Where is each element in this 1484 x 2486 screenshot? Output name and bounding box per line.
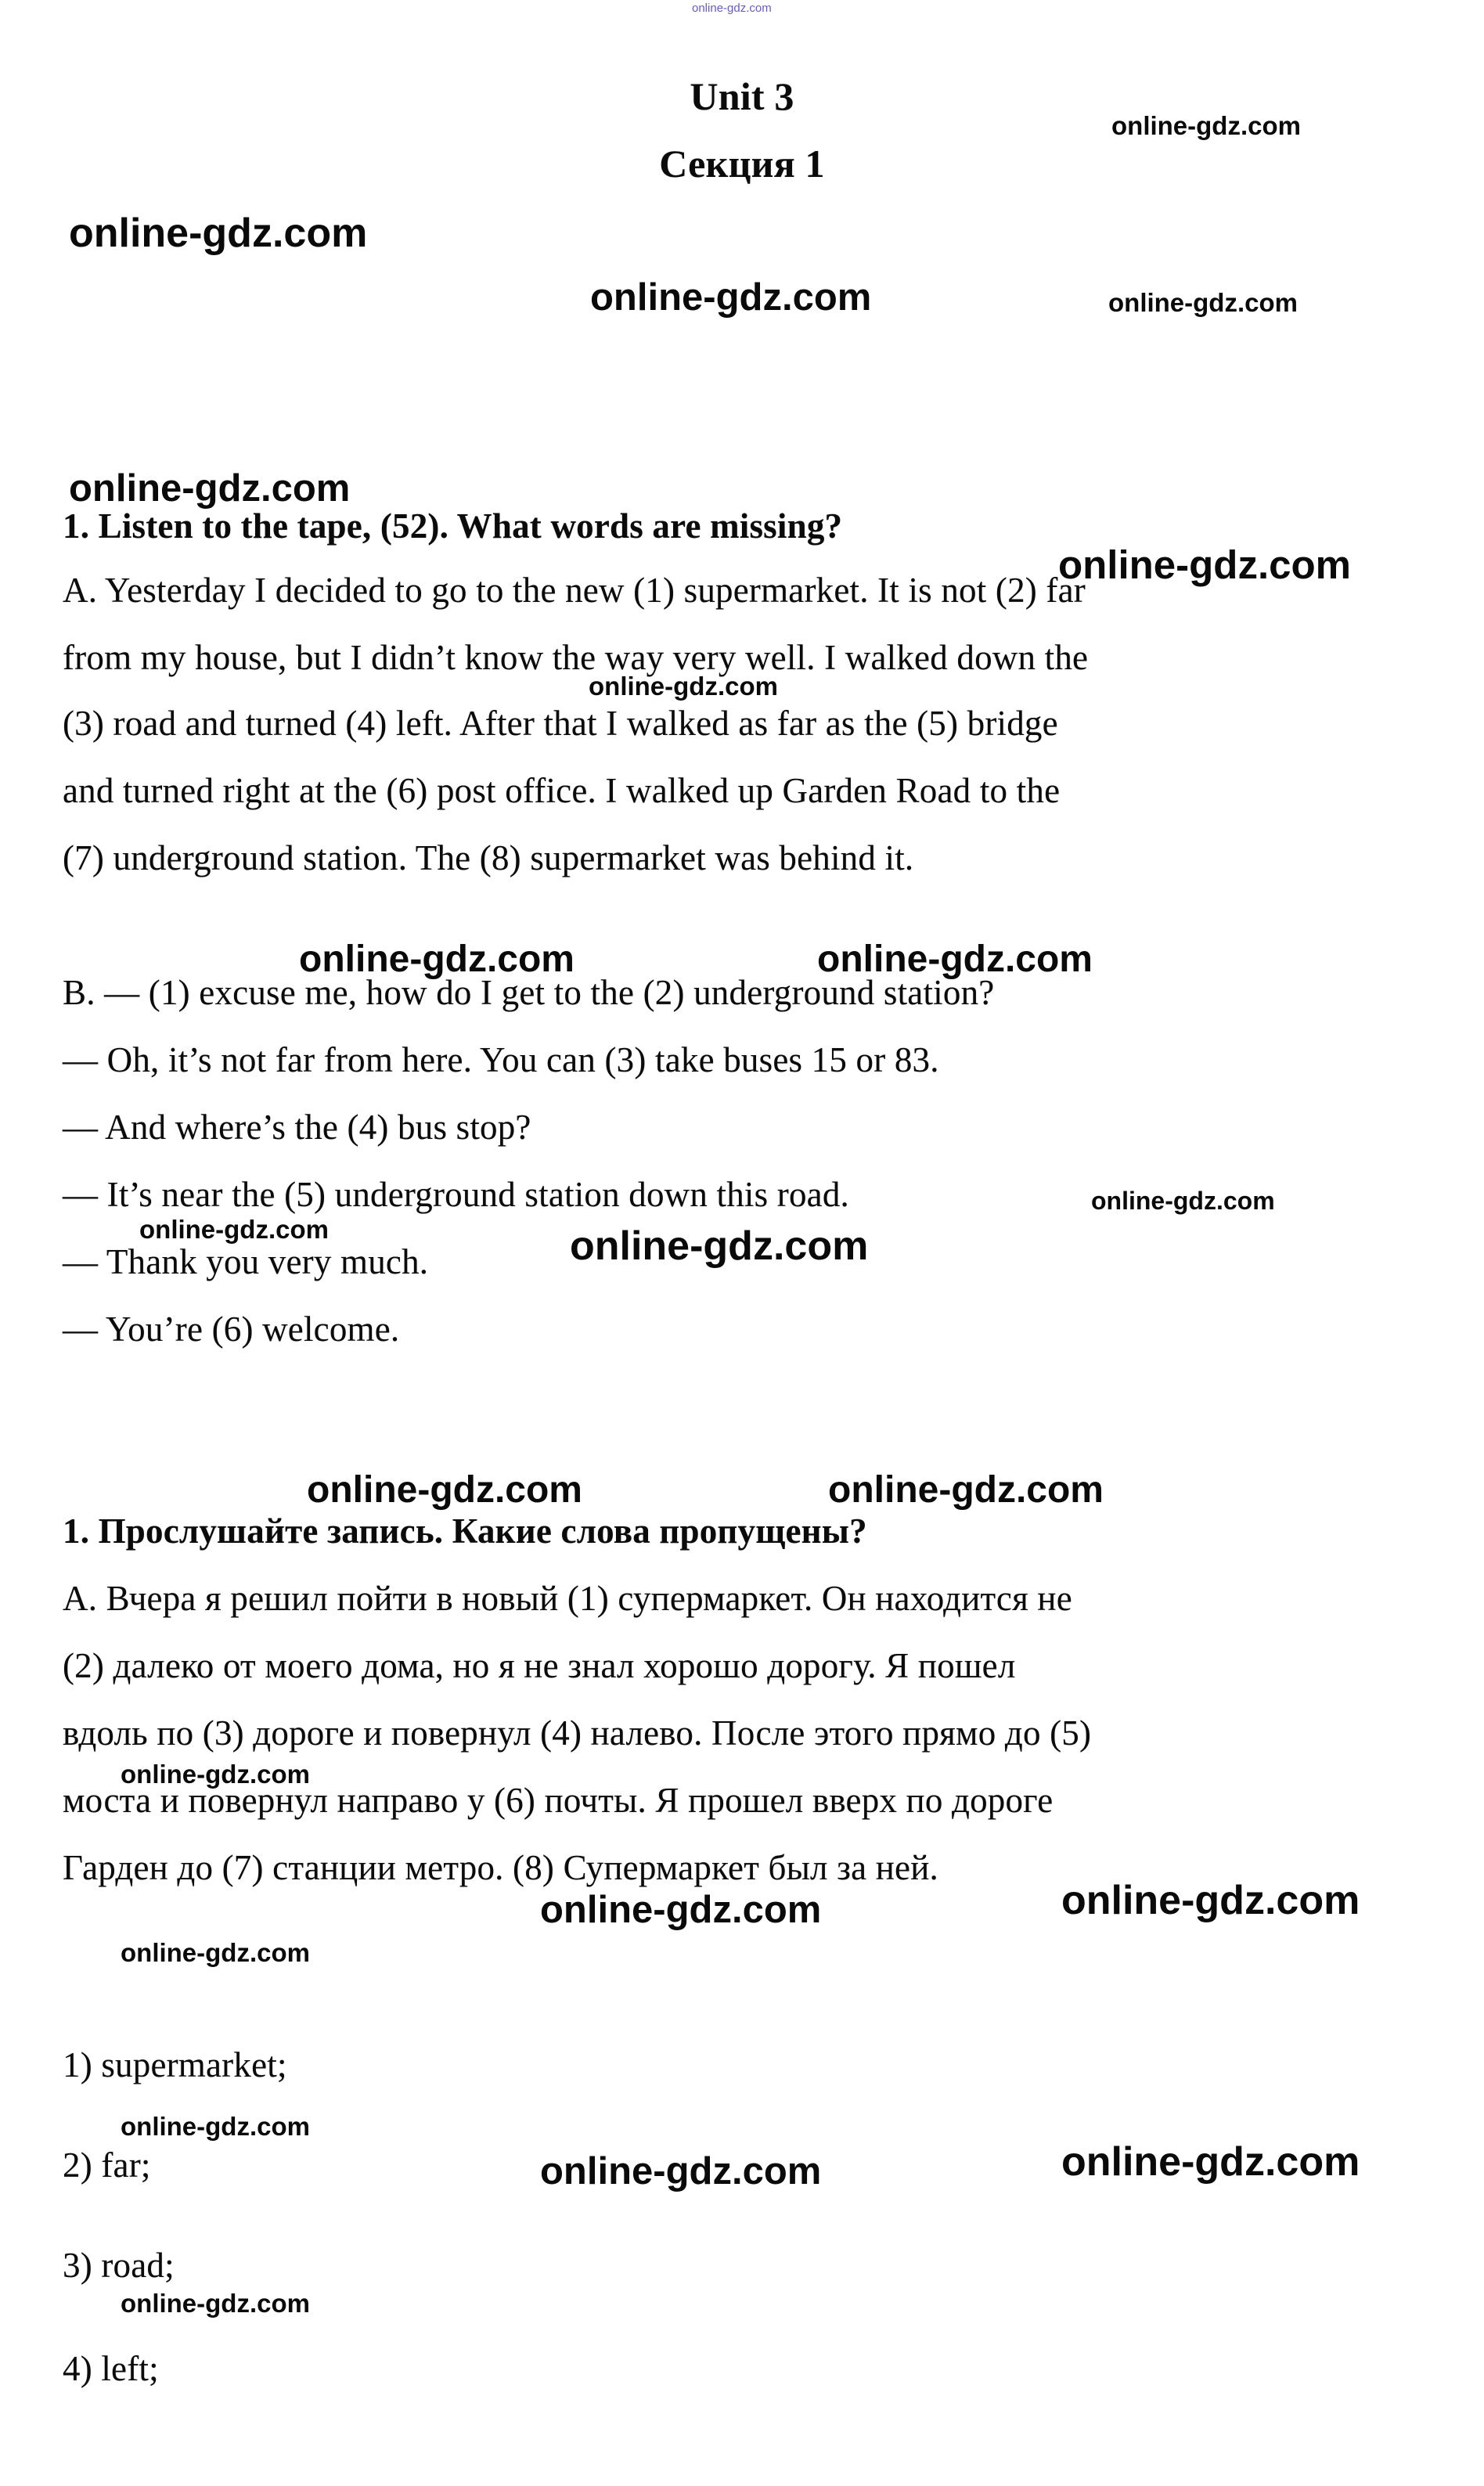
en-para-a-line-4: and turned right at the (6) post office. I walked up Garden Road to the xyxy=(63,771,1061,810)
en-dialog-line-2: — Oh, it’s not far from here. You can (3) take buses 15 or 83. xyxy=(63,1040,939,1079)
en-para-a-line-1: A. Yesterday I decided to go to the new (1) supermarket. It is not (2) far xyxy=(63,571,1086,610)
en-dialog-line-4: — It’s near the (5) underground station down this road. xyxy=(63,1175,849,1214)
en-para-a-line-5: (7) underground station. The (8) supermarket was behind it. xyxy=(63,838,914,877)
en-dialog-line-3: — And where’s the (4) bus stop? xyxy=(63,1108,531,1147)
watermark: online-gdz.com xyxy=(1091,1187,1275,1215)
watermark: online-gdz.com xyxy=(1108,288,1298,317)
answer-item-2: 2) far; xyxy=(63,2146,151,2185)
ru-para-a-line-4: моста и повернул направо у (6) почты. Я прошел вверх по дороге xyxy=(63,1781,1054,1820)
en-para-a-line-2: from my house, but I didn’t know the way very well. I walked down the xyxy=(63,638,1089,677)
watermark: online-gdz.com xyxy=(1058,542,1351,587)
watermark: online-gdz.com xyxy=(692,2,772,15)
watermark: online-gdz.com xyxy=(69,211,368,256)
watermark: online-gdz.com xyxy=(1111,111,1301,140)
watermark: online-gdz.com xyxy=(121,1760,310,1789)
en-dialog-line-6: — You’re (6) welcome. xyxy=(63,1310,400,1349)
answer-item-3: 3) road; xyxy=(63,2246,175,2285)
watermark: online-gdz.com xyxy=(828,1469,1104,1511)
watermark: online-gdz.com xyxy=(1061,2139,1360,2185)
answer-item-4: 4) left; xyxy=(63,2349,159,2388)
en-para-a-line-3: (3) road and turned (4) left. After that I walked as far as the (5) bridge xyxy=(63,704,1058,743)
unit-title: Unit 3 xyxy=(690,74,794,118)
section-title: Секция 1 xyxy=(659,142,825,186)
watermark: online-gdz.com xyxy=(121,2289,310,2318)
ru-para-a-line-2: (2) далеко от моего дома, но я не знал хорошо дорогу. Я пошел xyxy=(63,1646,1016,1685)
en-task-heading: 1. Listen to the tape, (52). What words are missing? xyxy=(63,506,843,546)
watermark: online-gdz.com xyxy=(139,1215,329,1244)
ru-para-a-line-1: А. Вчера я решил пойти в новый (1) супермаркет. Он находится не xyxy=(63,1579,1072,1618)
watermark: online-gdz.com xyxy=(570,1223,869,1269)
watermark: online-gdz.com xyxy=(121,2112,310,2141)
answer-item-1: 1) supermarket; xyxy=(63,2045,287,2084)
watermark: online-gdz.com xyxy=(1061,1878,1360,1923)
watermark: online-gdz.com xyxy=(69,467,351,510)
watermark: online-gdz.com xyxy=(589,672,778,701)
watermark: online-gdz.com xyxy=(540,2150,822,2192)
ru-task-heading: 1. Прослушайте запись. Какие слова пропущены? xyxy=(63,1511,867,1551)
ru-para-a-line-3: вдоль по (3) дороге и повернул (4) налево. После этого прямо до (5) xyxy=(63,1713,1092,1753)
ru-para-a-line-5: Гарден до (7) станции метро. (8) Супермаркет был за ней. xyxy=(63,1848,938,1887)
watermark: online-gdz.com xyxy=(121,1938,310,1967)
en-dialog-line-5: — Thank you very much. xyxy=(63,1242,429,1281)
en-dialog-line-1: B. — (1) excuse me, how do I get to the (2) underground station? xyxy=(63,973,995,1012)
watermark: online-gdz.com xyxy=(540,1889,822,1931)
watermark: online-gdz.com xyxy=(817,939,1093,980)
watermark: online-gdz.com xyxy=(590,276,872,319)
watermark: online-gdz.com xyxy=(299,939,575,980)
watermark: online-gdz.com xyxy=(307,1469,582,1511)
